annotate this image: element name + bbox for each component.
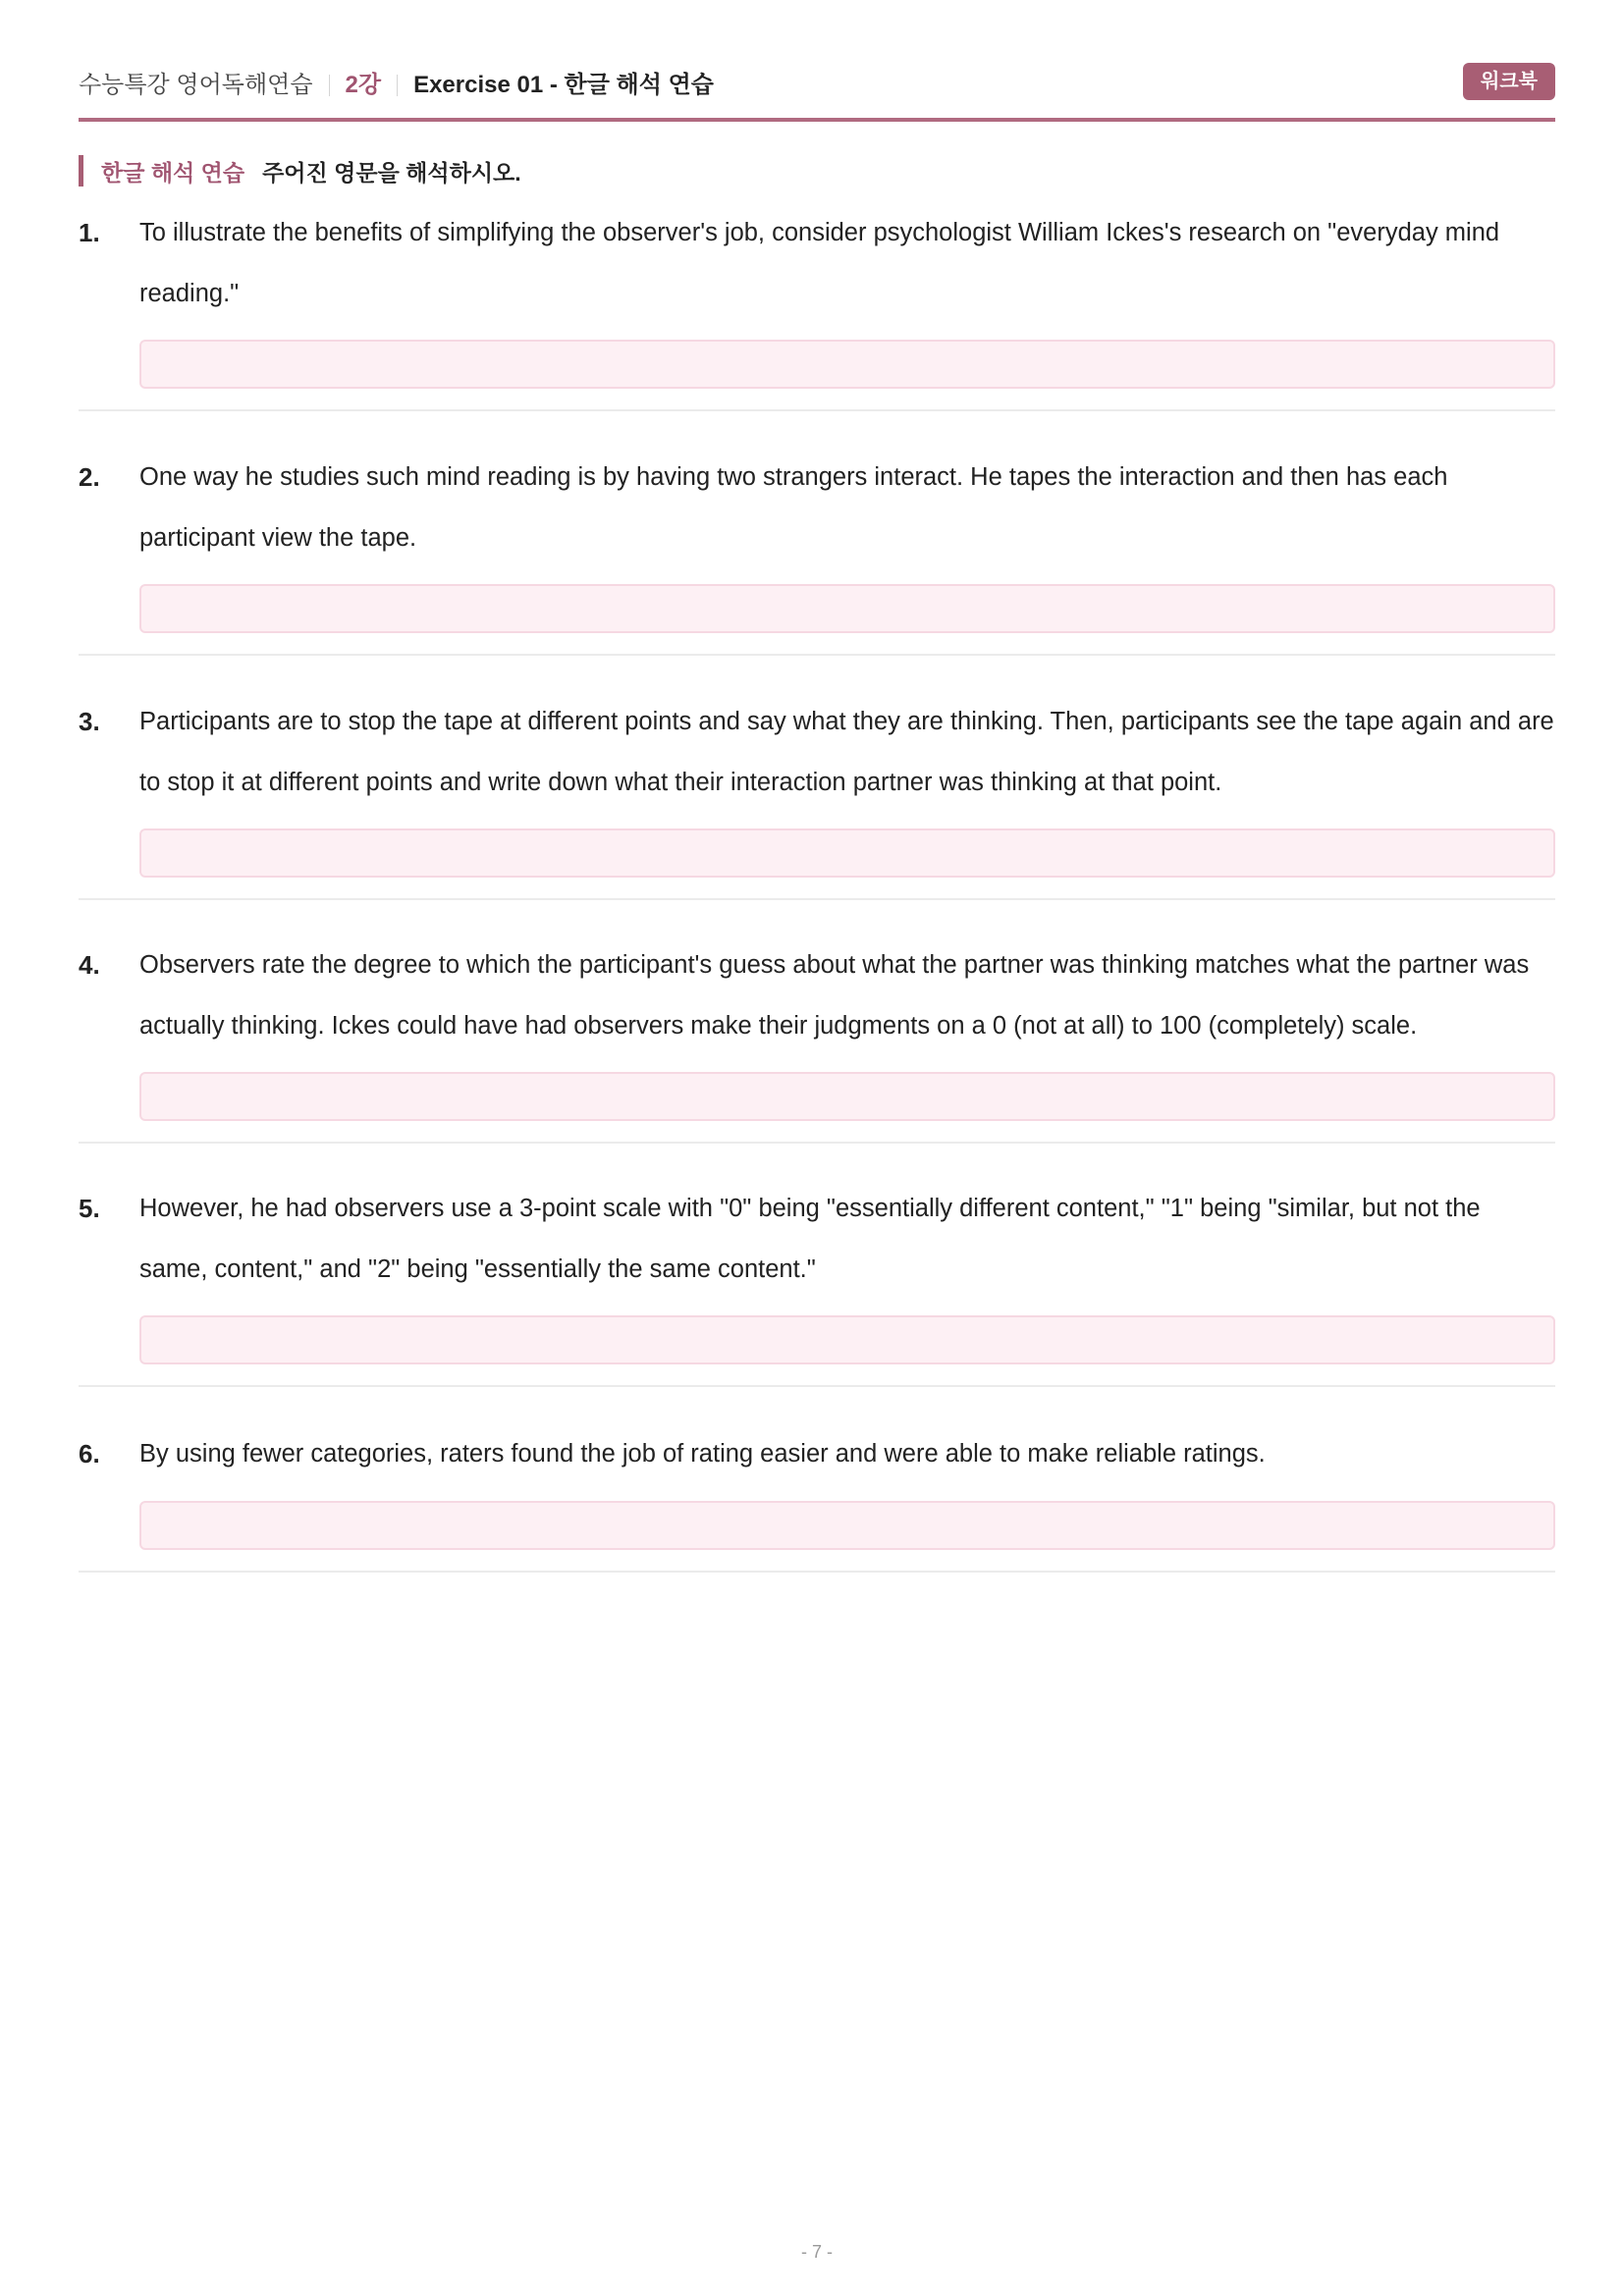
question-number: 2.: [79, 462, 100, 492]
question-text: By using fewer categories, raters found the job of rating easier and were able to make reliable ratings.: [139, 1440, 1266, 1468]
question-number: 6.: [79, 1439, 100, 1468]
question-item: [79, 934, 1555, 1144]
question-item: [79, 1423, 1555, 1573]
question-text: Observers rate the degree to which the participant's guess about what the partner was thinking matches what the partner was actually thinking. Ickes could have had observers make their judgments on a 0 (not at all) to 100 (completely) scale.: [139, 951, 1530, 1040]
question-item: [79, 691, 1555, 900]
answer-box[interactable]: [139, 828, 1555, 878]
question-text: However, he had observers use a 3-point scale with "0" being "essentially different content," "1" being "similar, but not the same, content," and "2" being "essentially the same content.": [139, 1195, 1481, 1283]
question-text: To illustrate the benefits of simplifying the observer's job, consider psychologist William Ickes's research on "everyday mind reading.": [139, 219, 1500, 307]
answer-box[interactable]: [139, 1501, 1555, 1550]
answer-box[interactable]: [139, 584, 1555, 633]
section-title: 한글 해석 연습: [101, 159, 245, 186]
question-number: 4.: [79, 950, 100, 980]
section-heading: [79, 155, 521, 187]
lesson-label: 2강: [345, 72, 382, 98]
exercise-title: Exercise 01 - 한글 해석 연습: [413, 72, 714, 98]
workbook-page: [79, 0, 1555, 2296]
answer-box[interactable]: [139, 1315, 1555, 1364]
question-text: Participants are to stop the tape at different points and say what they are thinking. Then, participants see the tape again and are to stop it at different points and write down what their interaction partner was thinking at that point.: [139, 708, 1554, 796]
question-item: [79, 202, 1555, 411]
question-item: [79, 1178, 1555, 1387]
series-title: 수능특강 영어독해연습: [79, 72, 313, 98]
question-text: One way he studies such mind reading is by having two strangers interact. He tapes the interaction and then has each participant view the tape.: [139, 463, 1448, 552]
question-number: 1.: [79, 218, 100, 247]
header-breadcrumb: [79, 69, 714, 102]
page-header: [79, 61, 1555, 122]
answer-box[interactable]: [139, 340, 1555, 389]
workbook-badge: 워크북: [1463, 63, 1555, 100]
question-number: 5.: [79, 1194, 100, 1223]
question-item: [79, 447, 1555, 656]
section-instruction: 주어진 영문을 해석하시오.: [262, 159, 521, 186]
header-divider: [329, 75, 330, 96]
header-divider: [397, 75, 398, 96]
answer-box[interactable]: [139, 1072, 1555, 1121]
page-number: - 7 -: [800, 2242, 833, 2262]
question-number: 3.: [79, 707, 100, 736]
